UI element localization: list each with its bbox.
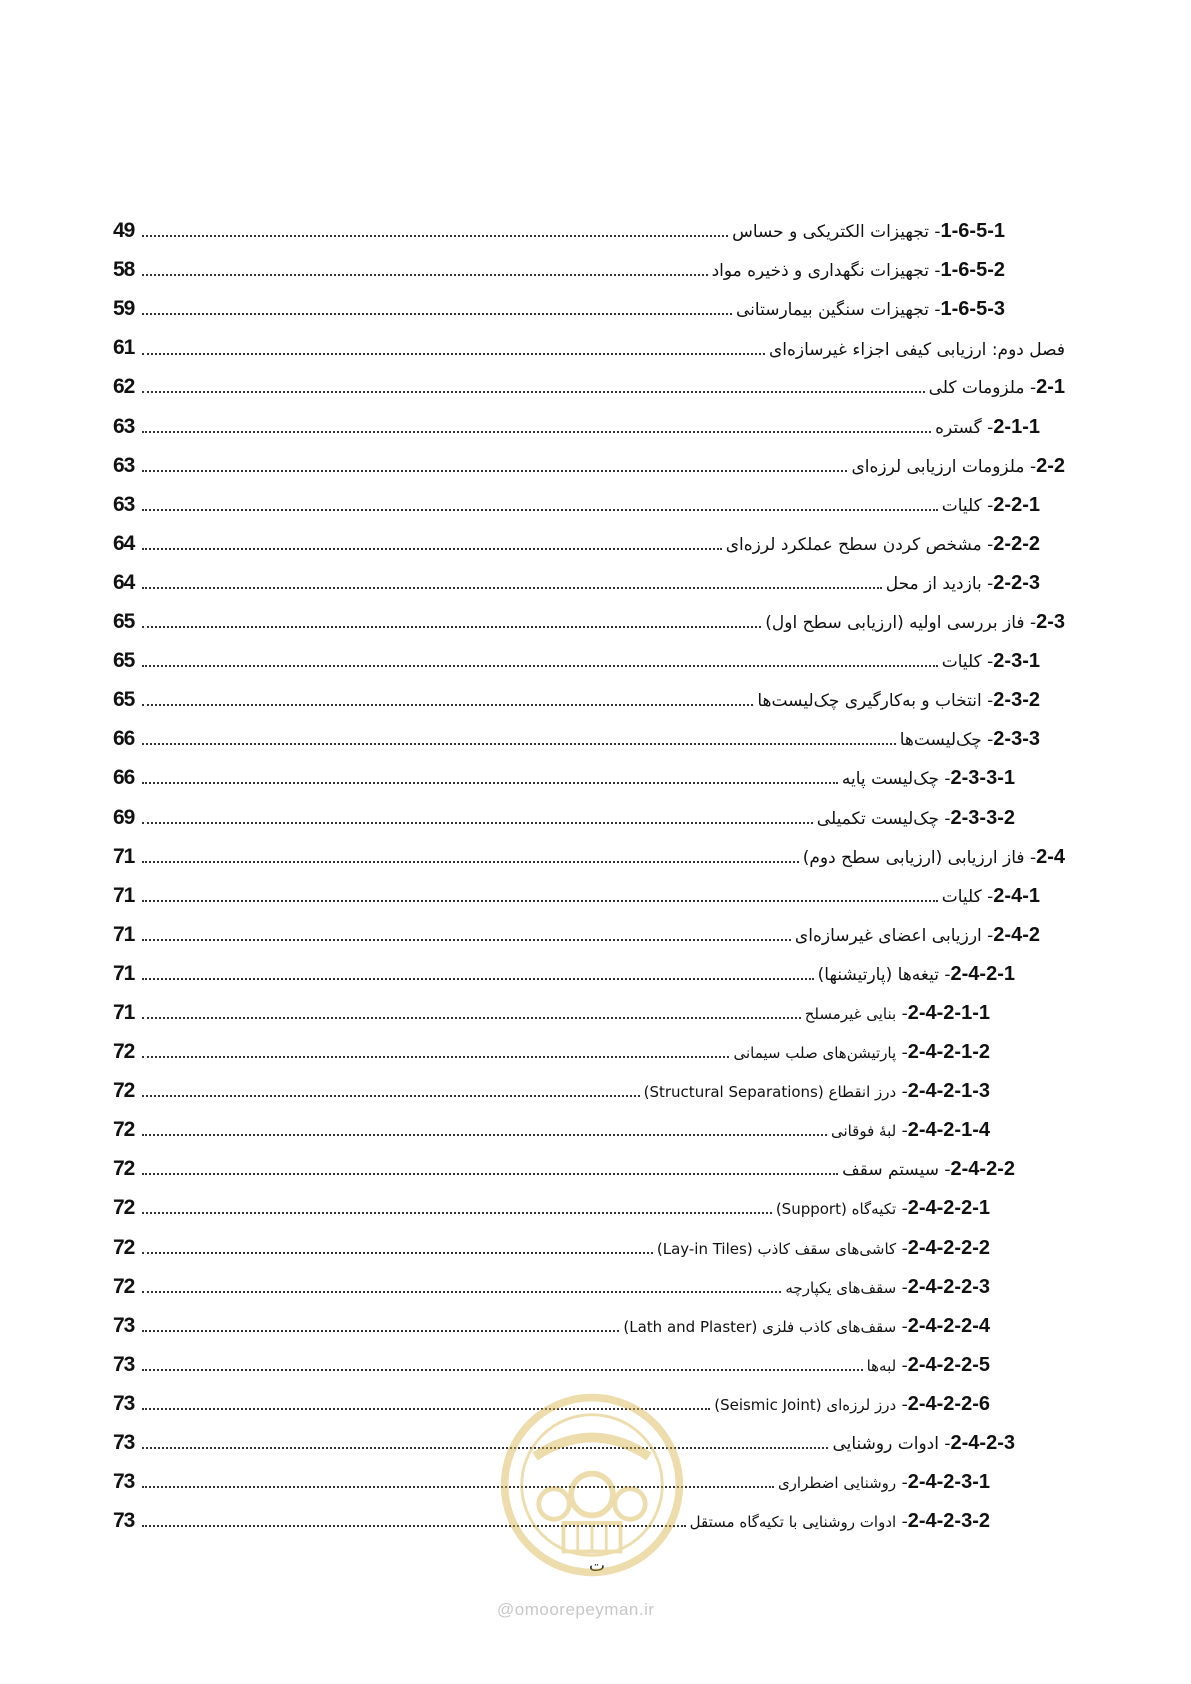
toc-line <box>142 924 1040 947</box>
toc-page-number: 61 <box>113 336 135 360</box>
toc-title: 2-4-2-2-3- سقف‌های یکپارچه <box>785 1275 990 1298</box>
toc-leader-dots <box>142 704 753 706</box>
toc-entry[interactable] <box>113 487 1065 526</box>
toc-title: 2-2-3- بازدید از محل <box>885 571 1040 594</box>
toc-line <box>142 533 1040 556</box>
toc-title: 2-4-2-1-4- لبهٔ فوقانی <box>830 1119 990 1142</box>
toc-leader-dots <box>142 1173 838 1175</box>
toc-leader-dots <box>142 274 708 276</box>
toc-entry[interactable] <box>113 1034 1065 1073</box>
toc-section-code: 2-3-1 <box>993 650 1040 673</box>
toc-leader-dots <box>142 665 938 667</box>
toc-page-number: 58 <box>113 258 135 282</box>
toc-title-text: انتخاب و به‌کارگیری چک‌لیست‌ها <box>757 691 982 712</box>
toc-title-text: تیغه‌ها (پارتیشنها) <box>817 964 939 985</box>
toc-entry[interactable] <box>113 408 1065 447</box>
toc-page-number: 66 <box>113 727 135 751</box>
toc-title: 2-4- فاز ارزیابی (ارزیابی سطح دوم) <box>802 845 1065 868</box>
toc-page-number: 72 <box>113 1157 135 1181</box>
toc-title: 2-4-2- ارزیابی اعضای غیرسازه‌ای <box>794 923 1040 946</box>
toc-page-number: 65 <box>113 649 135 673</box>
toc-title: 2-4-2-2-2- کاشی‌های سقف کاذب (Lay-in Tiles) <box>656 1236 990 1259</box>
toc-section-code: 1-6-5-2 <box>940 259 1005 282</box>
toc-line <box>142 1237 990 1260</box>
toc-title-text: چک‌لیست‌ها <box>899 730 982 751</box>
toc-title: 2-4-2-1- تیغه‌ها (پارتیشنها) <box>817 962 1015 985</box>
toc-entry[interactable] <box>113 995 1065 1034</box>
toc-leader-dots <box>142 1095 640 1097</box>
toc-line <box>142 1119 990 1142</box>
toc-page-number: 65 <box>113 688 135 712</box>
toc-section-code: 2-1 <box>1036 376 1065 399</box>
toc-leader-dots <box>142 1056 729 1058</box>
toc-page-number: 73 <box>113 1470 135 1494</box>
toc-title-text: درز انقطاع (Structural Separations) <box>643 1083 897 1102</box>
toc-title-text: کلیات <box>941 495 982 516</box>
toc-section-code: 2-3-3-1 <box>950 767 1015 790</box>
toc-entry[interactable] <box>113 682 1065 721</box>
toc-leader-dots <box>142 861 799 863</box>
toc-line <box>142 1315 990 1338</box>
toc-title-text: لبه‌ها <box>866 1356 897 1375</box>
toc-title: 2-4-2-1-3- درز انقطاع (Structural Separations) <box>643 1080 990 1103</box>
toc-title: 2-4-2-2-5- لبه‌ها <box>866 1353 990 1376</box>
toc-title: 2-3-2- انتخاب و به‌کارگیری چک‌لیست‌ها <box>757 689 1040 712</box>
toc-line <box>142 728 1040 751</box>
toc-page-number: 69 <box>113 805 135 829</box>
toc-title-text: تجهیزات الکتریکی و حساس <box>732 222 929 243</box>
toc-section-code: 2-4-2-2-4 <box>907 1314 990 1337</box>
toc-section-code: 2-4-2-3 <box>950 1432 1015 1454</box>
toc-page-number: 72 <box>113 1235 135 1259</box>
toc-entry[interactable] <box>113 213 1065 252</box>
toc-entry[interactable] <box>113 565 1065 604</box>
toc-section-code: 2-4 <box>1036 845 1065 868</box>
toc-page-number: 49 <box>113 219 135 243</box>
toc-title-text: چک‌لیست پایه <box>841 769 939 790</box>
toc-title-text: درز لرزه‌ای (Seismic Joint) <box>714 1395 897 1414</box>
toc-page-number: 73 <box>113 1352 135 1376</box>
toc-title: 1-6-5-1- تجهیزات الکتریکی و حساس <box>732 220 1005 243</box>
toc-entry[interactable] <box>113 956 1065 995</box>
toc-section-code: 2-4-2-1-4 <box>907 1119 990 1142</box>
toc-page-number: 72 <box>113 1118 135 1142</box>
toc-page-number: 73 <box>113 1509 135 1533</box>
toc-leader-dots <box>142 743 896 745</box>
toc-leader-dots <box>142 1212 772 1214</box>
toc-leader-dots <box>142 626 761 628</box>
toc-title-text: ادوات روشنایی با تکیه‌گاه مستقل <box>689 1513 897 1532</box>
toc-title: 1-6-5-2- تجهیزات نگهداری و ذخیره مواد <box>711 259 1005 282</box>
toc-title: 2-3-3-1- چک‌لیست پایه <box>841 767 1015 790</box>
toc-line <box>142 572 1040 595</box>
toc-section-code: 1-6-5-1 <box>940 220 1005 243</box>
toc-line <box>142 807 1015 830</box>
watermark-site: @omoorepeyman.ir <box>497 1600 655 1619</box>
toc-section-code: 2-4-2-1-1 <box>907 1001 990 1024</box>
toc-section-code: 2-4-1 <box>993 884 1040 907</box>
toc-title-text: سیستم سقف <box>842 1160 939 1181</box>
toc-title-text: فاز ارزیابی (ارزیابی سطح دوم) <box>802 847 1025 868</box>
toc-title: 2-4-2-2-1- تکیه‌گاه (Support) <box>775 1197 990 1220</box>
toc-section-code: 2-3-3-2 <box>950 806 1015 829</box>
toc-title-text: ملزومات ارزیابی لرزه‌ای <box>851 456 1025 477</box>
page-number: ت <box>589 1556 606 1576</box>
toc-section-code: 2-2-3 <box>993 571 1040 594</box>
toc-title-text: چک‌لیست تکمیلی <box>816 808 939 829</box>
toc-leader-dots <box>142 548 722 550</box>
toc-entry[interactable] <box>113 1347 1065 1386</box>
toc-section-code: 2-4-2-2-2 <box>907 1236 990 1259</box>
toc-title: 2-4-2-2-4- سقف‌های کاذب فلزی (Lath and Plaster) <box>623 1314 990 1337</box>
toc-page-number: 71 <box>113 883 135 907</box>
toc-page-number: 63 <box>113 414 135 438</box>
toc-title-text: بازدید از محل <box>885 573 982 594</box>
toc-entry[interactable] <box>113 917 1065 956</box>
toc-leader-dots <box>142 1330 619 1332</box>
toc-page-number: 62 <box>113 375 135 399</box>
toc-entry[interactable] <box>113 839 1065 878</box>
toc-page-number: 72 <box>113 1274 135 1298</box>
toc-line <box>142 650 1040 673</box>
toc-title: 2-3-3- چک‌لیست‌ها <box>899 728 1040 751</box>
toc-entry[interactable] <box>113 1190 1065 1229</box>
toc-title-text: تجهیزات سنگین بیمارستانی <box>736 300 929 321</box>
toc-entry[interactable] <box>113 1308 1065 1347</box>
toc-page-number: 63 <box>113 492 135 516</box>
toc-line <box>142 376 1065 399</box>
toc-section-code: 2-4-2-3-2 <box>907 1510 990 1533</box>
toc-entry[interactable] <box>113 1229 1065 1268</box>
toc-section-code: 2-4-2-3-1 <box>907 1471 990 1494</box>
toc-page-number: 65 <box>113 610 135 634</box>
toc-leader-dots <box>142 1291 781 1293</box>
toc-title-text: بنایی غیرمسلح <box>804 1004 897 1023</box>
toc-page-number: 71 <box>113 922 135 946</box>
toc-leader-dots <box>142 939 791 941</box>
toc-line <box>142 963 1015 986</box>
toc-entry[interactable] <box>113 878 1065 917</box>
toc-leader-dots <box>142 587 882 589</box>
toc-title-text: کلیات <box>941 652 982 673</box>
toc-leader-dots <box>142 900 938 902</box>
toc-title-text: گستره <box>935 417 982 438</box>
toc-section-code: 2-3-2 <box>993 689 1040 712</box>
toc-title: 2-4-2-3-1- روشنایی اضطراری <box>777 1471 990 1494</box>
toc-leader-dots <box>142 782 838 784</box>
toc-title-text: روشنایی اضطراری <box>777 1474 897 1493</box>
toc-section-code: 2-4-2-1 <box>950 962 1015 985</box>
toc-line <box>142 220 1005 243</box>
toc-page-number: 71 <box>113 1000 135 1024</box>
toc-title-text: مشخص کردن سطح عملکرد لرزه‌ای <box>725 534 982 555</box>
toc-line <box>142 494 1040 517</box>
toc-line <box>142 611 1065 634</box>
toc-line <box>142 1002 990 1025</box>
toc-title-text: سقف‌های کاذب فلزی (Lath and Plaster) <box>623 1317 897 1336</box>
toc-section-code: 2-4-2-1-3 <box>907 1080 990 1103</box>
toc-line <box>142 1041 990 1064</box>
toc-title: 1-6-5-3- تجهیزات سنگین بیمارستانی <box>736 298 1005 321</box>
toc-page-number: 72 <box>113 1196 135 1220</box>
toc-leader-dots <box>142 1252 653 1254</box>
toc-entry[interactable] <box>113 604 1065 643</box>
toc-entry[interactable] <box>113 1269 1065 1308</box>
toc-title <box>765 340 1065 360</box>
toc-title-text: کلیات <box>941 886 982 907</box>
toc-title: 2-1-1- گستره <box>935 415 1040 438</box>
toc-title: 2-2-2- مشخص کردن سطح عملکرد لرزه‌ای <box>725 532 1040 555</box>
toc-title-text: ادوات روشنایی <box>832 1434 939 1454</box>
toc-section-code: 2-4-2-2 <box>950 1158 1015 1181</box>
toc-title: 2-1- ملزومات کلی <box>928 376 1065 399</box>
toc-section-code: 2-2 <box>1036 454 1065 477</box>
toc-leader-dots <box>142 235 728 237</box>
toc-section-code: 2-3 <box>1036 611 1065 634</box>
toc-section-code: 2-4-2-2-1 <box>907 1197 990 1220</box>
toc-line <box>142 846 1065 869</box>
toc-title: 2-4-2-1-2- پارتیشن‌های صلب سیمانی <box>733 1041 990 1064</box>
toc-title: 2-4-2-1-1- بنایی غیرمسلح <box>804 1001 990 1024</box>
toc-page-number: 59 <box>113 297 135 321</box>
toc-leader-dots <box>142 353 765 355</box>
toc-line <box>142 689 1040 712</box>
toc-title-text: لبهٔ فوقانی <box>830 1122 897 1141</box>
toc-line <box>142 340 1065 360</box>
toc-title: 2-4-2-3-2- ادوات روشنایی با تکیه‌گاه مستقل <box>689 1510 990 1533</box>
toc-section-code: 1-6-5-3 <box>940 298 1005 321</box>
toc-line <box>142 767 1015 790</box>
toc-title-text: کاشی‌های سقف کاذب (Lay-in Tiles) <box>656 1239 897 1258</box>
toc-leader-dots <box>142 1134 827 1136</box>
table-of-contents <box>113 213 1065 1542</box>
toc-entry[interactable] <box>113 448 1065 487</box>
toc-leader-dots <box>142 391 925 393</box>
toc-title: 2-3-3-2- چک‌لیست تکمیلی <box>816 806 1015 829</box>
toc-title: 2-2- ملزومات ارزیابی لرزه‌ای <box>851 454 1065 477</box>
toc-section-code: 2-4-2-1-2 <box>907 1041 990 1064</box>
toc-title-text: پارتیشن‌های صلب سیمانی <box>733 1044 897 1063</box>
toc-page-number: 72 <box>113 1040 135 1064</box>
toc-title: 2-3- فاز بررسی اولیه (ارزیابی سطح اول) <box>765 611 1065 634</box>
toc-line <box>142 1158 1015 1181</box>
toc-page-number: 66 <box>113 766 135 790</box>
toc-leader-dots <box>142 1369 863 1371</box>
toc-section-code: 2-3-3 <box>993 728 1040 751</box>
toc-entry[interactable] <box>113 526 1065 565</box>
toc-entry[interactable] <box>113 799 1065 838</box>
toc-section-code: 2-1-1 <box>993 415 1040 438</box>
toc-section-code: 2-4-2-2-6 <box>907 1392 990 1415</box>
toc-entry[interactable] <box>113 760 1065 799</box>
toc-page-number: 64 <box>113 531 135 555</box>
toc-leader-dots <box>142 431 931 433</box>
toc-title-text: فصل دوم: ارزیابی کیفی اجزاء غیرسازه‌ای <box>768 340 1065 361</box>
toc-section-code: 2-2-1 <box>993 493 1040 516</box>
toc-entry[interactable] <box>113 291 1065 330</box>
toc-title-text: فاز بررسی اولیه (ارزیابی سطح اول) <box>765 613 1025 634</box>
toc-line <box>142 416 1040 439</box>
toc-entry[interactable] <box>113 1073 1065 1112</box>
toc-entry[interactable] <box>113 252 1065 291</box>
toc-leader-dots <box>142 470 847 472</box>
toc-page-number: 73 <box>113 1313 135 1337</box>
toc-page-number: 73 <box>113 1391 135 1415</box>
toc-line <box>142 1197 990 1220</box>
toc-section-code: 2-4-2-2-5 <box>907 1353 990 1376</box>
toc-title-text: تجهیزات نگهداری و ذخیره مواد <box>711 261 929 282</box>
toc-page-number: 64 <box>113 570 135 594</box>
toc-page-number: 63 <box>113 453 135 477</box>
toc-entry[interactable] <box>113 369 1065 408</box>
toc-section-code: 2-4-2 <box>993 923 1040 946</box>
toc-entry[interactable] <box>113 1151 1065 1190</box>
toc-entry[interactable] <box>113 721 1065 760</box>
toc-title: 2-4-2-2-6- درز لرزه‌ای (Seismic Joint) <box>714 1392 990 1415</box>
toc-title-text: سقف‌های یکپارچه <box>785 1278 897 1297</box>
toc-line <box>142 1080 990 1103</box>
toc-title: 2-4-2-3- ادوات روشنایی <box>832 1432 1015 1454</box>
toc-page-number: 71 <box>113 844 135 868</box>
toc-line <box>142 298 1005 321</box>
watermark-seal-icon <box>497 1390 687 1580</box>
toc-entry[interactable] <box>113 643 1065 682</box>
toc-entry[interactable] <box>113 1112 1065 1151</box>
toc-title: 2-2-1- کلیات <box>941 493 1040 516</box>
toc-leader-dots <box>142 1447 828 1449</box>
toc-page-number: 72 <box>113 1079 135 1103</box>
toc-leader-dots <box>142 822 813 824</box>
toc-leader-dots <box>142 978 814 980</box>
toc-line <box>142 455 1065 478</box>
toc-title-text: ملزومات کلی <box>928 378 1025 399</box>
toc-line <box>142 1276 990 1299</box>
toc-section-code: 2-4-2-2-3 <box>907 1275 990 1298</box>
toc-title-text: ارزیابی اعضای غیرسازه‌ای <box>794 925 982 946</box>
toc-line <box>142 1354 990 1377</box>
toc-entry[interactable] <box>113 330 1065 369</box>
toc-leader-dots <box>142 313 732 315</box>
toc-title: 2-4-1- کلیات <box>941 884 1040 907</box>
toc-leader-dots <box>142 509 938 511</box>
toc-title: 2-3-1- کلیات <box>941 650 1040 673</box>
toc-title-text: تکیه‌گاه (Support) <box>775 1200 897 1219</box>
toc-line <box>142 885 1040 908</box>
toc-line <box>142 259 1005 282</box>
toc-page-number: 71 <box>113 961 135 985</box>
toc-leader-dots <box>142 1017 801 1019</box>
toc-section-code: 2-2-2 <box>993 532 1040 555</box>
toc-title: 2-4-2-2- سیستم سقف <box>842 1158 1015 1181</box>
toc-page-number: 73 <box>113 1431 135 1454</box>
